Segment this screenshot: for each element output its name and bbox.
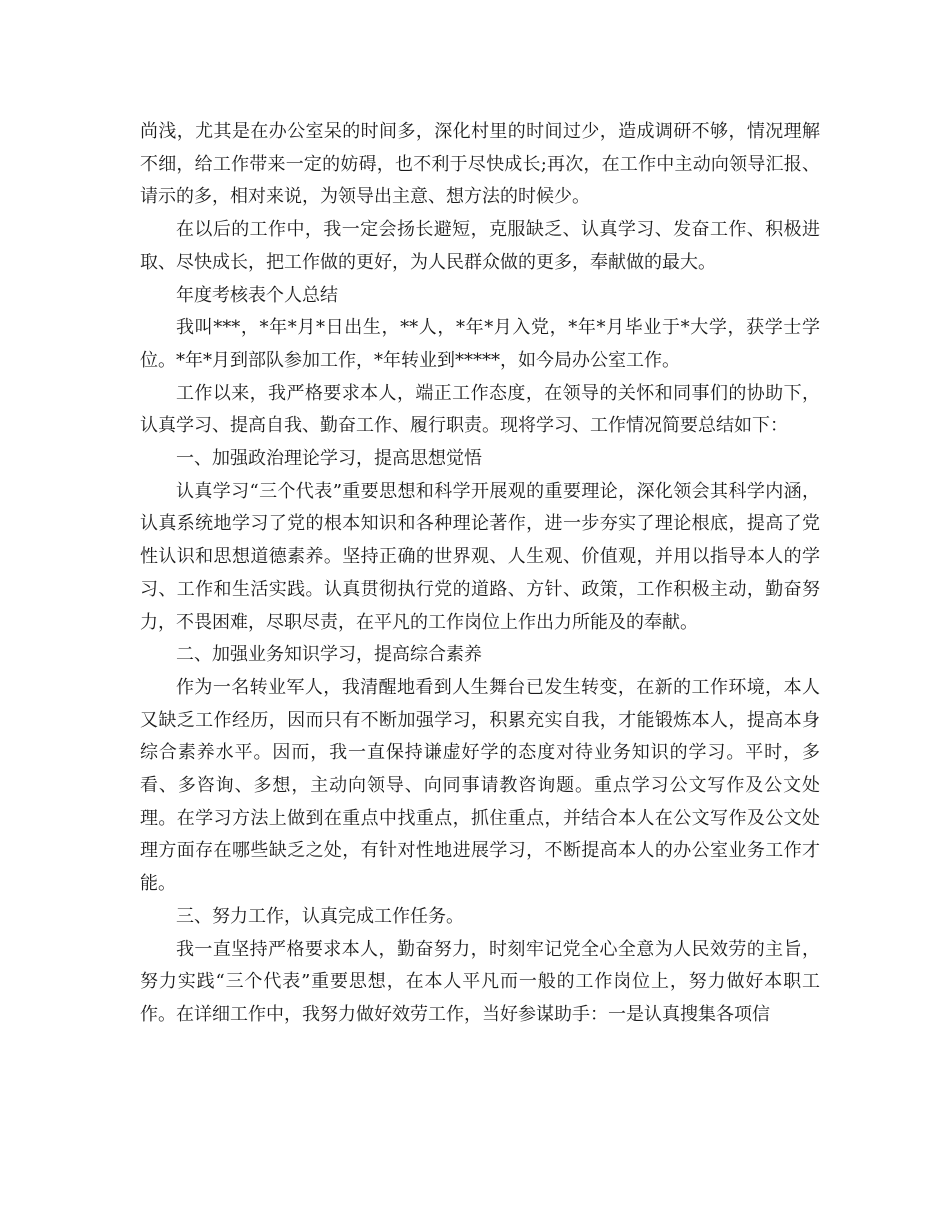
paragraph-future-commitment: 在以后的工作中，我一定会扬长避短，克服缺乏、认真学习、发奋工作、积极进取、尽快成长，把工作做的更好，为人民群众做的更多，奉献做的最大。: [140, 219, 820, 273]
paragraph-work-tasks: 我一直坚持严格要求本人，勤奋努力，时刻牢记党全心全意为人民效劳的主旨，努力实践“三个代表”重要思想，在本人平凡而一般的工作岗位上，努力做好本职工作。在详细工作中，我努力做好效劳工作，当好参谋助手：一是认真搜集各项信: [140, 938, 820, 1025]
paragraph-continued: 尚浅，尤其是在办公室呆的时间多，深化村里的时间过少，造成调研不够，情况理解不细，给工作带来一定的妨碍，也不利于尽快成长;再次，在工作中主动向领导汇报、请示的多，相对来说，为领导出主意、想方法的时候少。: [140, 121, 820, 208]
section-heading-annual-review: 年度考核表个人总结: [176, 284, 338, 306]
heading-political-study: 一、加强政治理论学习，提高思想觉悟: [176, 448, 482, 470]
paragraph-business-study: 作为一名转业军人，我清醒地看到人生舞台已发生转变，在新的工作环境，本人又缺乏工作经历，因而只有不断加强学习，积累充实自我，才能锻炼本人，提高本身综合素养水平。因而，我一直保持谦虚好学的态度对待业务知识的学习。平时，多看、多咨询、多想，主动向领导、向同事请教咨询题。重点学习公文写作及公文处理。在学习方法上做到在重点中找重点，抓住重点，并结合本人在公文写作及公文处理方面存在哪些缺乏之处，有针对性地进展学习，不断提高本人的办公室业务工作才能。: [140, 676, 820, 895]
heading-work-tasks: 三、努力工作，认真完成工作任务。: [176, 905, 464, 927]
document-body: [140, 116, 820, 1032]
paragraph-intro-summary: 工作以来，我严格要求本人，端正工作态度，在领导的关怀和同事们的协助下，认真学习、提高自我、勤奋工作、履行职责。现将学习、工作情况简要总结如下：: [140, 382, 820, 437]
heading-business-study: 二、加强业务知识学习，提高综合素养: [176, 644, 482, 666]
paragraph-personal-info: 我叫***，*年*月*日出生，**人，*年*月入党，*年*月毕业于*大学，获学士学位。*年*月到部队参加工作，*年转业到*****，如今局办公室工作。: [140, 317, 820, 371]
paragraph-political-study: 认真学习“三个代表”重要思想和科学开展观的重要理论，深化领会其科学内涵，认真系统地学习了党的根本知识和各种理论著作，进一步夯实了理论根底，提高了党性认识和思想道德素养。坚持正确的世界观、人生观、价值观，并用以指导本人的学习、工作和生活实践。认真贯彻执行党的道路、方针、政策，工作积极主动，勤奋努力，不畏困难，尽职尽责，在平凡的工作岗位上作出力所能及的奉献。: [140, 480, 820, 633]
